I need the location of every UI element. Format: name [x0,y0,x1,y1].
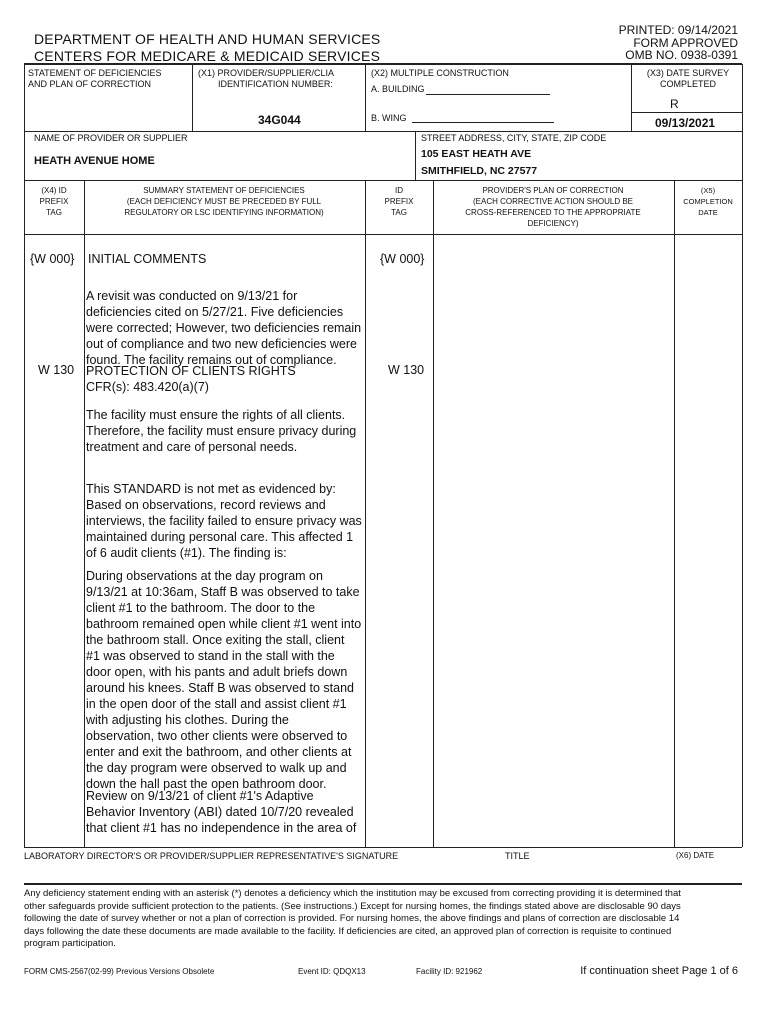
agency-name: CENTERS FOR MEDICARE & MEDICAID SERVICES [34,48,381,64]
id-header: ID PREFIX TAG [384,186,414,217]
wing-line [412,122,554,123]
tag-w000: {W 000} [30,252,75,266]
x2-label: (X2) MULTIPLE CONSTRUCTION [371,68,509,78]
omb-number: OMB NO. 0938-0391 [625,48,738,62]
page-number: If continuation sheet Page 1 of 6 [580,965,738,977]
event-id: Event ID: QDQX13 [298,967,366,976]
title-label: TITLE [505,851,530,861]
x5-header: (X5) COMPLETION DATE [683,186,733,217]
facility-id: Facility ID: 921962 [416,967,483,976]
w130-title: PROTECTION OF CLIENTS RIGHTS CFR(s): 483.420(a)(7) [86,364,296,394]
provider-name: HEATH AVENUE HOME [34,155,155,167]
revisit-paragraph: A revisit was conducted on 9/13/21 for deficiencies cited on 5/27/21. Five deficiencies were corrected; However, two deficiencies remain out of compliance and two new deficiencies were found. The facility remains out of compliance. [86,289,362,367]
address-street: 105 EAST HEATH AVE [421,148,532,160]
building-label: A. BUILDING [371,84,425,94]
form-approved: FORM APPROVED [633,36,738,50]
x4-header: (X4) ID PREFIX TAG [39,186,69,217]
tag-w000-right: {W 000} [380,252,425,266]
provider-id-number: 34G044 [258,113,301,127]
summary-header: SUMMARY STATEMENT OF DEFICIENCIES (EACH DEFICIENCY MUST BE PRECEDED BY FULL REGULATORY OR LSC IDENTIFYING INFORMATION) [124,186,324,217]
standard-paragraph: This STANDARD is not met as evidenced by: Based on observations, record reviews and interviews, the facility failed to ensure privacy was maintained during personal care. This affected 1 of 6 audit clients (#1). The finding is: [86,482,362,560]
border-left [24,180,25,847]
col-divider [84,180,85,847]
initial-comments-title: INITIAL COMMENTS [88,252,207,266]
border-right [742,64,743,847]
form-number: FORM CMS-2567(02-99) Previous Versions Obsolete [24,967,215,976]
col-divider [365,180,366,847]
top-rule [24,63,742,65]
review-paragraph: Review on 9/13/21 of client #1's Adaptive Behavior Inventory (ABI) dated 10/7/20 revealed that client #1 has no independence in the area of [86,789,357,835]
row-rule [24,180,742,181]
x1-label: (X1) PROVIDER/SUPPLIER/CLIA IDENTIFICATION NUMBER: [198,68,335,89]
col-divider [433,180,434,847]
border-left-top [24,64,25,181]
observation-paragraph: During observations at the day program on 9/13/21 at 10:36am, Staff B was observed to take client #1 to the bathroom. The door to the bathroom remained open while client #1 went into the bathroom stall. Once exiting the stall, client #1 was observed to stand in the stall with the door open, with his pants and adult briefs down around his knees. Staff B was observed to stand in the open door of the stall and assist client #1 with adjusting his clothes. During the observation, two other clients were observed to enter and exit the bathroom, and other clients at the day program were observed to walk up and down the hall past the open bathroom door. [86,569,362,791]
footnote: Any deficiency statement ending with an asterisk (*) denotes a deficiency which the institution may be excused from correcting providing it is determined that other safeguards provide sufficient protection to the patients. (See instructions.) Except for nursing homes, the findings stated above are disclosable 90 days following the date of survey whether or not a plan of correction is provided. For nursing homes, the above findings and plans of correction are disclosable 14 days following the date these documents are made available to the facility. If deficiencies are cited, an approved plan of correction is requisite to continued program participation. [24,888,681,949]
printed-date: PRINTED: 09/14/2021 [618,23,738,37]
address-label: STREET ADDRESS, CITY, STATE, ZIP CODE [421,133,607,143]
signature-rule [24,883,742,885]
building-line [426,94,550,95]
tag-w130: W 130 [38,363,75,377]
header-rule [24,234,742,235]
statement-label: STATEMENT OF DEFICIENCIES AND PLAN OF CORRECTION [28,68,162,89]
row-rule [24,131,742,132]
revisit-code: R [670,97,679,111]
department-name: DEPARTMENT OF HEALTH AND HUMAN SERVICES [34,31,381,47]
wing-label: B. WING [371,113,407,123]
x3-rule [632,112,742,113]
address-city: SMITHFIELD, NC 27577 [421,165,538,177]
provider-label: NAME OF PROVIDER OR SUPPLIER [34,133,188,143]
tag-w130-right: W 130 [388,363,425,377]
divider [631,64,632,132]
divider [365,64,366,132]
survey-completed-date: 09/13/2021 [655,116,716,130]
signature-label: LABORATORY DIRECTOR'S OR PROVIDER/SUPPLIER REPRESENTATIVE'S SIGNATURE [24,851,399,861]
body-bottom-rule [24,847,742,848]
x3-label: (X3) DATE SURVEY COMPLETED [646,68,730,89]
regulation-paragraph: The facility must ensure the rights of all clients. Therefore, the facility must ensure privacy during treatment and care of personal needs. [86,408,357,454]
divider [415,131,416,181]
plan-header: PROVIDER'S PLAN OF CORRECTION (EACH CORRECTIVE ACTION SHOULD BE CROSS-REFERENCED TO THE APPROPRIATE DEFICIENCY) [465,186,641,228]
divider [192,64,193,132]
col-divider [674,180,675,847]
x6-date-label: (X6) DATE [676,851,715,860]
